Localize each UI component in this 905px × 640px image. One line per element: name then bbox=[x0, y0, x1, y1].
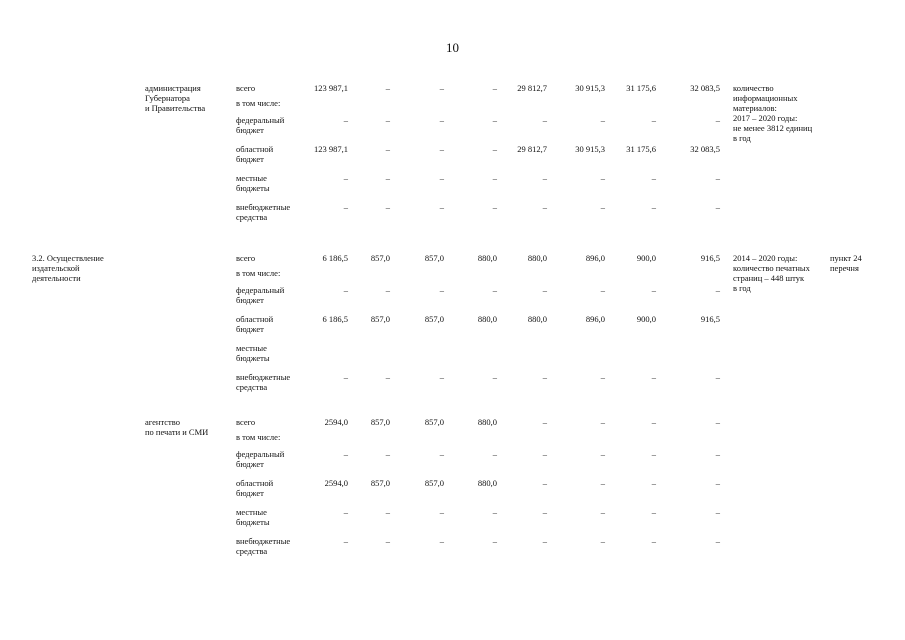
row-label: областной бюджет bbox=[236, 144, 274, 164]
cell-value: – bbox=[715, 372, 720, 382]
cell-value: – bbox=[343, 202, 348, 212]
cell-value: – bbox=[715, 478, 720, 488]
cell-value: 32 083,5 bbox=[690, 83, 720, 93]
cell-value: – bbox=[651, 115, 656, 125]
cell-value: – bbox=[542, 449, 547, 459]
row-label: всего bbox=[236, 83, 256, 93]
cell-value: – bbox=[439, 202, 444, 212]
row-label: местные бюджеты bbox=[236, 507, 270, 527]
row-label: федеральный бюджет bbox=[236, 449, 285, 469]
cell-value: 857,0 bbox=[370, 314, 390, 324]
cell-value: – bbox=[385, 144, 390, 154]
cell-value: – bbox=[715, 173, 720, 183]
row-label: всего bbox=[236, 417, 256, 427]
cell-value: – bbox=[385, 536, 390, 546]
cell-value: – bbox=[385, 83, 390, 93]
cell-value: – bbox=[651, 449, 656, 459]
cell-value: 857,0 bbox=[424, 478, 444, 488]
cell-value: – bbox=[439, 372, 444, 382]
cell-value: 6 186,5 bbox=[322, 314, 348, 324]
cell-value: – bbox=[600, 449, 605, 459]
cell-value: – bbox=[542, 173, 547, 183]
cell-value: 6 186,5 bbox=[322, 253, 348, 263]
cell-value: 857,0 bbox=[424, 417, 444, 427]
cell-value: – bbox=[600, 372, 605, 382]
cell-value: 880,0 bbox=[477, 478, 497, 488]
cell-value: – bbox=[715, 507, 720, 517]
row-label: внебюджетные средства bbox=[236, 536, 291, 556]
cell-value: – bbox=[343, 449, 348, 459]
cell-value: – bbox=[492, 507, 497, 517]
cell-value: 880,0 bbox=[477, 253, 497, 263]
row-label: внебюджетные средства bbox=[236, 372, 291, 392]
cell-value: 880,0 bbox=[477, 417, 497, 427]
cell-value: – bbox=[651, 417, 656, 427]
cell-value: – bbox=[385, 115, 390, 125]
cell-value: – bbox=[651, 372, 656, 382]
cell-value: 916,5 bbox=[700, 314, 720, 324]
cell-value: – bbox=[492, 173, 497, 183]
cell-value: 916,5 bbox=[700, 253, 720, 263]
cell-value: – bbox=[492, 83, 497, 93]
cell-value: – bbox=[651, 536, 656, 546]
cell-value: – bbox=[600, 202, 605, 212]
cell-value: – bbox=[542, 285, 547, 295]
cell-value: – bbox=[439, 173, 444, 183]
cell-value: – bbox=[385, 173, 390, 183]
cell-value: – bbox=[343, 507, 348, 517]
cell-value: 29 812,7 bbox=[517, 144, 547, 154]
row-label: областной бюджет bbox=[236, 314, 274, 334]
item-title: 3.2. Осуществление издательской деятельности bbox=[32, 253, 104, 283]
cell-value: – bbox=[385, 202, 390, 212]
cell-value: – bbox=[343, 173, 348, 183]
cell-value: – bbox=[715, 115, 720, 125]
cell-value: – bbox=[715, 202, 720, 212]
cell-value: 857,0 bbox=[370, 253, 390, 263]
cell-value: – bbox=[385, 507, 390, 517]
cell-value: – bbox=[600, 478, 605, 488]
cell-value: – bbox=[600, 285, 605, 295]
cell-value: – bbox=[439, 115, 444, 125]
cell-value: 2594,0 bbox=[324, 478, 348, 488]
cell-value: 900,0 bbox=[636, 314, 656, 324]
cell-value: – bbox=[600, 173, 605, 183]
cell-value: 31 175,6 bbox=[626, 83, 656, 93]
cell-value: – bbox=[715, 536, 720, 546]
row-label: местные бюджеты bbox=[236, 343, 270, 363]
cell-value: 2594,0 bbox=[324, 417, 348, 427]
cell-value: – bbox=[542, 507, 547, 517]
cell-value: 880,0 bbox=[527, 253, 547, 263]
cell-value: 900,0 bbox=[636, 253, 656, 263]
cell-value: 857,0 bbox=[424, 253, 444, 263]
cell-value: – bbox=[600, 417, 605, 427]
cell-value: – bbox=[492, 144, 497, 154]
cell-value: 30 915,3 bbox=[575, 144, 605, 154]
cell-value: – bbox=[715, 285, 720, 295]
cell-value: – bbox=[715, 449, 720, 459]
cell-value: 123 987,1 bbox=[314, 144, 348, 154]
executor-name: агентство по печати и СМИ bbox=[145, 417, 209, 437]
cell-value: – bbox=[343, 115, 348, 125]
cell-value: – bbox=[542, 478, 547, 488]
cell-value: – bbox=[715, 417, 720, 427]
cell-value: – bbox=[651, 478, 656, 488]
row-label: местные бюджеты bbox=[236, 173, 270, 193]
cell-value: – bbox=[651, 507, 656, 517]
cell-value: – bbox=[343, 536, 348, 546]
cell-value: – bbox=[492, 536, 497, 546]
cell-value: – bbox=[439, 144, 444, 154]
cell-value: 30 915,3 bbox=[575, 83, 605, 93]
cell-value: – bbox=[492, 449, 497, 459]
cell-value: – bbox=[600, 115, 605, 125]
cell-value: – bbox=[439, 449, 444, 459]
row-label: в том числе: bbox=[236, 432, 281, 442]
row-label: федеральный бюджет bbox=[236, 115, 285, 135]
cell-value: – bbox=[542, 536, 547, 546]
indicator-text: 2014 – 2020 годы: количество печатных страниц – 448 штук в год bbox=[733, 253, 810, 293]
cell-value: – bbox=[439, 83, 444, 93]
cell-value: – bbox=[439, 285, 444, 295]
row-label: областной бюджет bbox=[236, 478, 274, 498]
cell-value: 896,0 bbox=[585, 314, 605, 324]
cell-value: – bbox=[492, 115, 497, 125]
cell-value: – bbox=[385, 285, 390, 295]
cell-value: – bbox=[439, 536, 444, 546]
cell-value: – bbox=[343, 285, 348, 295]
cell-value: – bbox=[542, 202, 547, 212]
row-label: всего bbox=[236, 253, 256, 263]
row-label: в том числе: bbox=[236, 98, 281, 108]
row-label: федеральный бюджет bbox=[236, 285, 285, 305]
indicator-text: количество информационных материалов: 2017 – 2020 годы: не менее 3812 единиц в год bbox=[733, 83, 813, 143]
cell-value: 32 083,5 bbox=[690, 144, 720, 154]
page-number: 10 bbox=[446, 40, 459, 55]
cell-value: – bbox=[492, 202, 497, 212]
row-label: внебюджетные средства bbox=[236, 202, 291, 222]
note-text: пункт 24 перечня bbox=[830, 253, 862, 273]
cell-value: 857,0 bbox=[370, 417, 390, 427]
row-label: в том числе: bbox=[236, 268, 281, 278]
cell-value: 880,0 bbox=[527, 314, 547, 324]
cell-value: – bbox=[385, 449, 390, 459]
cell-value: 880,0 bbox=[477, 314, 497, 324]
cell-value: 857,0 bbox=[370, 478, 390, 488]
cell-value: 123 987,1 bbox=[314, 83, 348, 93]
cell-value: – bbox=[651, 202, 656, 212]
executor-name: администрация Губернатора и Правительства bbox=[145, 83, 206, 113]
cell-value: – bbox=[542, 417, 547, 427]
cell-value: – bbox=[385, 372, 390, 382]
cell-value: – bbox=[542, 115, 547, 125]
cell-value: 857,0 bbox=[424, 314, 444, 324]
cell-value: – bbox=[542, 372, 547, 382]
cell-value: – bbox=[600, 507, 605, 517]
cell-value: – bbox=[439, 507, 444, 517]
cell-value: – bbox=[651, 285, 656, 295]
cell-value: 29 812,7 bbox=[517, 83, 547, 93]
cell-value: – bbox=[600, 536, 605, 546]
cell-value: 896,0 bbox=[585, 253, 605, 263]
cell-value: – bbox=[492, 285, 497, 295]
cell-value: 31 175,6 bbox=[626, 144, 656, 154]
cell-value: – bbox=[343, 372, 348, 382]
cell-value: – bbox=[492, 372, 497, 382]
cell-value: – bbox=[651, 173, 656, 183]
